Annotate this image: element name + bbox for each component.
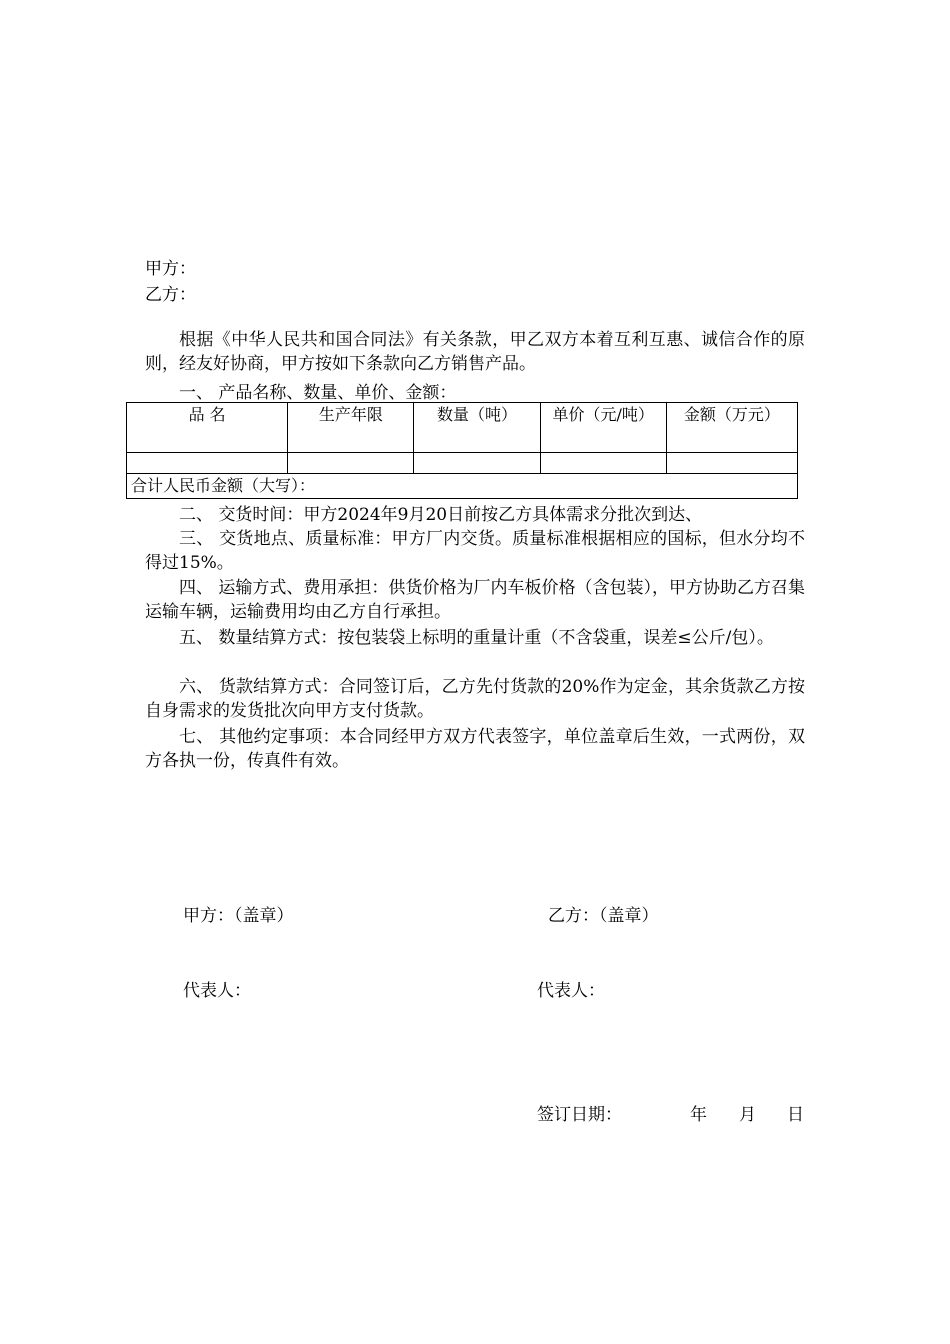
header-unit-price: 单价（元/吨）	[540, 403, 666, 453]
party-b-seal: 乙方：（盖章）	[548, 906, 659, 926]
date-month-label: 月	[739, 1105, 756, 1125]
clause-7: 七、 其他约定事项：本合同经甲方双方代表签字，单位盖章后生效，一式两份，双方各执一份，传真件有效。	[145, 727, 805, 771]
intro-paragraph: 根据《中华人民共和国合同法》有关条款，甲乙双方本着互利互惠、诚信合作的原则，经友好协商，甲方按如下条款向乙方销售产品。	[145, 330, 805, 374]
header-amount: 金额（万元）	[666, 403, 797, 453]
signing-date-label: 签订日期：	[537, 1105, 622, 1125]
date-day-label: 日	[787, 1105, 804, 1125]
table-header-row	[127, 403, 798, 453]
representative-a-label: 代表人：	[183, 981, 251, 1001]
clause-3: 三、 交货地点、质量标准：甲方厂内交货。质量标准根据相应的国标，但水分均不得过15%。	[145, 529, 805, 573]
section1-heading: 一、 产品名称、数量、单价、金额：	[179, 383, 457, 403]
table-cell	[414, 453, 540, 474]
party-a-label: 甲方：	[145, 259, 196, 279]
clause-2: 二、 交货时间：甲方2024年9月20日前按乙方具体需求分批次到达、	[179, 505, 703, 525]
header-production-year: 生产年限	[288, 403, 414, 453]
clause-4: 四、 运输方式、费用承担：供货价格为厂内车板价格（含包装），甲方协助乙方召集运输车辆，运输费用均由乙方自行承担。	[145, 578, 805, 622]
party-b-label: 乙方：	[145, 285, 196, 305]
table-cell	[127, 453, 288, 474]
product-table	[126, 402, 798, 499]
party-a-seal: 甲方：（盖章）	[183, 906, 294, 926]
table-cell	[288, 453, 414, 474]
date-year-label: 年	[690, 1105, 707, 1125]
representative-b-label: 代表人：	[537, 981, 605, 1001]
header-product-name: 品 名	[127, 403, 288, 453]
header-quantity: 数量（吨）	[414, 403, 540, 453]
table-cell	[540, 453, 666, 474]
table-cell	[666, 453, 797, 474]
table-total-row	[127, 474, 798, 499]
clause-6: 六、 货款结算方式：合同签订后，乙方先付货款的20%作为定金，其余货款乙方按自身需求的发货批次向甲方支付货款。	[145, 677, 805, 721]
table-row	[127, 453, 798, 474]
clause-5: 五、 数量结算方式：按包装袋上标明的重量计重（不含袋重，误差≤公斤/包）。	[179, 628, 774, 648]
total-amount-label: 合计人民币金额（大写）：	[127, 474, 798, 499]
